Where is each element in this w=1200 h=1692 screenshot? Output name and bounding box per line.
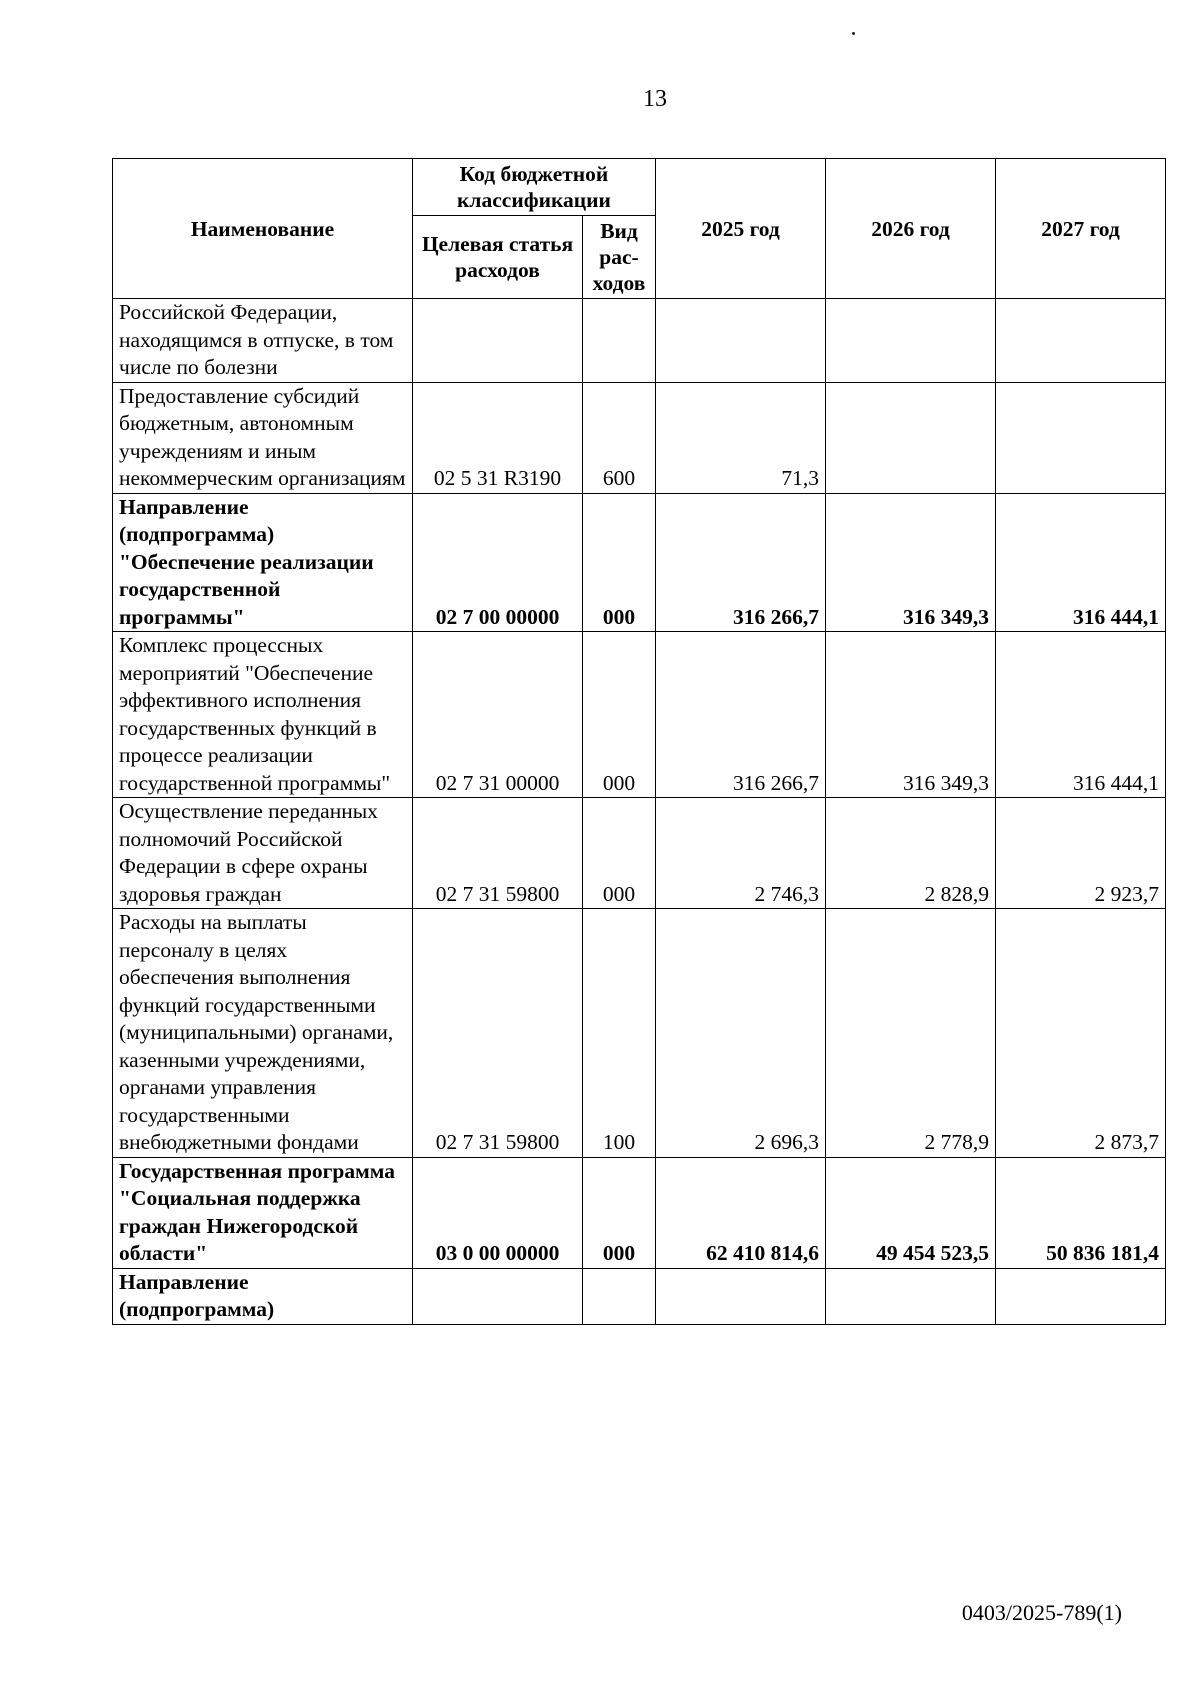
table-row — [113, 1268, 1166, 1324]
row-expense-type-cell: 000 — [583, 798, 656, 909]
row-name-cell: Российской Федерации, находящимся в отпуске, в том числе по болезни — [113, 299, 413, 383]
row-expense-type-cell: 000 — [583, 1157, 656, 1268]
table-row — [113, 632, 1166, 798]
row-target-article-cell: 02 5 31 R3190 — [413, 382, 583, 493]
header-expense-type: Вид рас-ходов — [583, 216, 656, 299]
budget-table — [112, 158, 1166, 1325]
row-expense-type-cell: 600 — [583, 382, 656, 493]
table-row — [113, 382, 1166, 493]
row-target-article-cell — [413, 299, 583, 383]
row-2025-cell: 316 266,7 — [656, 493, 826, 632]
row-2026-cell: 2 828,9 — [826, 798, 996, 909]
row-expense-type-cell: 000 — [583, 493, 656, 632]
page-number: 13 — [643, 86, 667, 112]
row-2026-cell: 316 349,3 — [826, 632, 996, 798]
row-target-article-cell: 02 7 00 00000 — [413, 493, 583, 632]
header-2027: 2027 год — [996, 159, 1166, 299]
row-2025-cell: 2 746,3 — [656, 798, 826, 909]
row-expense-type-cell — [583, 299, 656, 383]
row-target-article-cell: 03 0 00 00000 — [413, 1157, 583, 1268]
row-2025-cell — [656, 299, 826, 383]
speck-mark — [852, 32, 855, 35]
row-2025-cell: 62 410 814,6 — [656, 1157, 826, 1268]
row-2027-cell: 2 873,7 — [996, 909, 1166, 1158]
row-target-article-cell — [413, 1268, 583, 1324]
row-name-cell: Осуществление переданных полномочий Российской Федерации в сфере охраны здоровья граждан — [113, 798, 413, 909]
row-2025-cell — [656, 1268, 826, 1324]
table-row — [113, 1157, 1166, 1268]
row-2027-cell — [996, 299, 1166, 383]
header-2026: 2026 год — [826, 159, 996, 299]
row-2026-cell — [826, 382, 996, 493]
row-2027-cell: 2 923,7 — [996, 798, 1166, 909]
row-2025-cell: 2 696,3 — [656, 909, 826, 1158]
document-code: 0403/2025-789(1) — [961, 1600, 1122, 1625]
table-row — [113, 493, 1166, 632]
row-target-article-cell: 02 7 31 00000 — [413, 632, 583, 798]
row-name-cell: Комплекс процессных мероприятий "Обеспечение эффективного исполнения государственных функций в процессе реализации государственной программы" — [113, 632, 413, 798]
table-row — [113, 299, 1166, 383]
row-2026-cell — [826, 299, 996, 383]
row-name-cell: Расходы на выплаты персоналу в целях обеспечения выполнения функций государственными (муниципальными) органами, казенными учреждениями, органами управления государственными внебюджетными фондами — [113, 909, 413, 1158]
row-name-cell: Государственная программа "Социальная поддержка граждан Нижегородской области" — [113, 1157, 413, 1268]
row-target-article-cell: 02 7 31 59800 — [413, 798, 583, 909]
table-row — [113, 909, 1166, 1158]
row-2025-cell: 71,3 — [656, 382, 826, 493]
header-budget-code: Код бюджетной классификации — [413, 159, 656, 216]
row-2027-cell: 316 444,1 — [996, 632, 1166, 798]
row-2027-cell: 50 836 181,4 — [996, 1157, 1166, 1268]
row-2027-cell — [996, 1268, 1166, 1324]
header-target-article: Целевая статья расходов — [413, 216, 583, 299]
row-2027-cell: 316 444,1 — [996, 493, 1166, 632]
row-expense-type-cell: 100 — [583, 909, 656, 1158]
row-expense-type-cell: 000 — [583, 632, 656, 798]
row-2026-cell — [826, 1268, 996, 1324]
row-2025-cell: 316 266,7 — [656, 632, 826, 798]
header-name: Наименование — [113, 159, 413, 299]
row-2026-cell: 316 349,3 — [826, 493, 996, 632]
table-row — [113, 798, 1166, 909]
row-2026-cell: 49 454 523,5 — [826, 1157, 996, 1268]
row-name-cell: Предоставление субсидий бюджетным, автономным учреждениям и иным некоммерческим организациям — [113, 382, 413, 493]
row-2026-cell: 2 778,9 — [826, 909, 996, 1158]
row-2027-cell — [996, 382, 1166, 493]
row-name-cell: Направление (подпрограмма) — [113, 1268, 413, 1324]
row-expense-type-cell — [583, 1268, 656, 1324]
row-name-cell: Направление (подпрограмма) "Обеспечение реализации государственной программы" — [113, 493, 413, 632]
row-target-article-cell: 02 7 31 59800 — [413, 909, 583, 1158]
header-2025: 2025 год — [656, 159, 826, 299]
